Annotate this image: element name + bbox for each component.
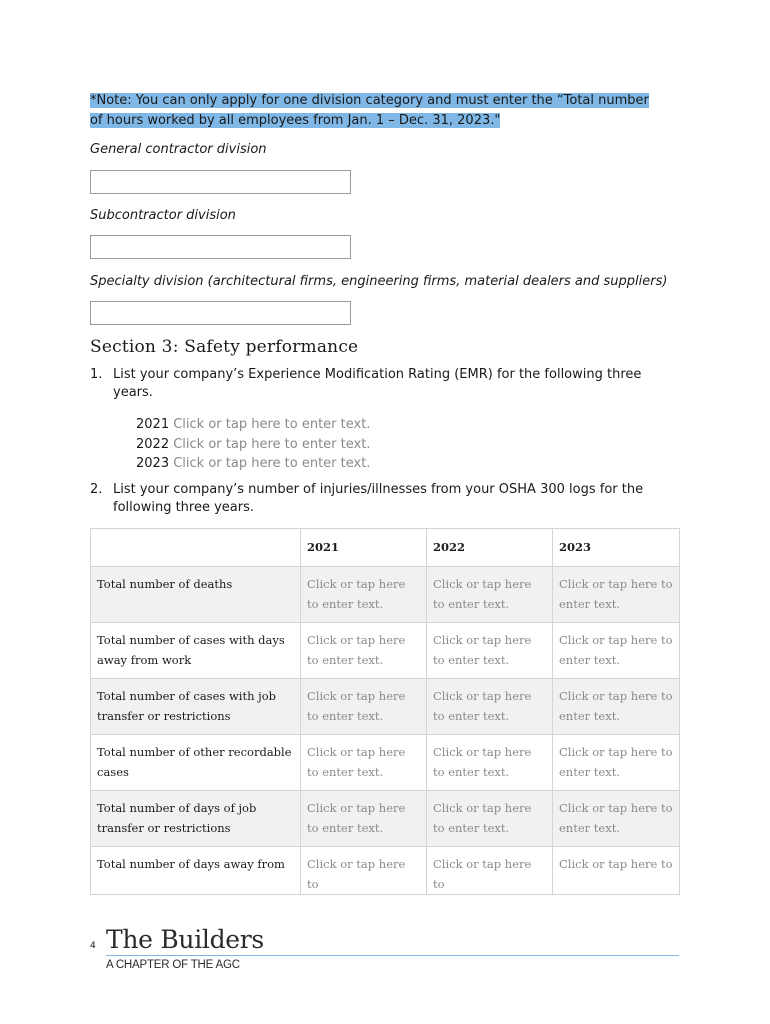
row-label: Total number of cases with job transfer or restrictions (91, 679, 301, 735)
cell-input[interactable]: Click or tap here to enter text. (301, 623, 427, 679)
emr-row-2021 (136, 415, 370, 435)
footer-rule (106, 955, 679, 956)
emr-row-2022 (136, 435, 370, 455)
cell-input[interactable]: Click or tap here to enter text. (301, 679, 427, 735)
cell-input[interactable]: Click or tap here to enter text. (553, 735, 680, 791)
cell-input[interactable]: Click or tap here to enter text. (301, 791, 427, 847)
emr-input-2022[interactable]: Click or tap here to enter text. (173, 436, 371, 452)
question-2-number: 2. (90, 482, 103, 497)
table-header-2023: 2023 (553, 529, 680, 567)
row-label: Total number of other recordable cases (91, 735, 301, 791)
table-row (91, 735, 680, 791)
cell-input[interactable]: Click or tap here to enter text. (553, 679, 680, 735)
cell-input[interactable]: Click or tap here to enter text. (427, 679, 553, 735)
cell-input[interactable]: Click or tap here to enter text. (427, 623, 553, 679)
cell-input[interactable]: Click or tap here to (301, 847, 427, 895)
question-2-text: List your company’s number of injuries/illnesses from your OSHA 300 logs for the following three years. (113, 482, 644, 515)
cell-input[interactable]: Click or tap here to enter text. (553, 623, 680, 679)
table-row (91, 567, 680, 623)
row-label: Total number of cases with days away from work (91, 623, 301, 679)
section-3-heading: Section 3: Safety performance (90, 337, 359, 357)
cell-input[interactable]: Click or tap here to enter text. (301, 735, 427, 791)
emr-input-2023[interactable]: Click or tap here to enter text. (173, 456, 371, 471)
emr-year: 2022 (136, 436, 170, 452)
subcontractor-field[interactable] (90, 235, 351, 259)
question-1-number: 1. (90, 367, 103, 382)
table-row (91, 791, 680, 847)
page-number: 4 (90, 941, 96, 951)
table-header-blank (91, 529, 301, 567)
subcontractor-label: Subcontractor division (90, 208, 236, 223)
specialty-field[interactable] (90, 301, 351, 325)
table-row (91, 623, 680, 679)
row-label: Total number of days away from (91, 847, 301, 895)
cell-input[interactable]: Click or tap here to enter text. (427, 791, 553, 847)
general-contractor-field[interactable] (90, 170, 351, 194)
division-note (90, 91, 680, 131)
osha-table (90, 528, 680, 895)
row-label: Total number of deaths (91, 567, 301, 623)
emr-year: 2023 (136, 456, 170, 471)
table-row (91, 847, 680, 895)
table-header-2022: 2022 (427, 529, 553, 567)
cell-input[interactable]: Click or tap here to enter text. (553, 791, 680, 847)
table-row (91, 679, 680, 735)
cell-input[interactable]: Click or tap here to enter text. (301, 567, 427, 623)
question-1 (90, 366, 670, 402)
emr-list (136, 415, 370, 474)
emr-input-2021[interactable]: Click or tap here to enter text. (173, 417, 371, 432)
table-header-row (91, 529, 680, 567)
note-line-1: *Note: You can only apply for one division category and must enter the “Total number (90, 93, 649, 108)
builders-logo-subtitle: A CHAPTER OF THE AGC (106, 959, 240, 971)
cell-input[interactable]: Click or tap here to enter text. (553, 567, 680, 623)
cell-input[interactable]: Click or tap here to enter text. (427, 735, 553, 791)
note-line-2: of hours worked by all employees from Jan. 1 – Dec. 31, 2023." (90, 113, 501, 128)
builders-logo: The Builders (106, 925, 264, 954)
cell-input[interactable]: Click or tap here to (427, 847, 553, 895)
cell-input[interactable]: Click or tap here to (553, 847, 680, 895)
row-label: Total number of days of job transfer or restrictions (91, 791, 301, 847)
specialty-label: Specialty division (architectural firms, engineering firms, material dealers and suppliers) (90, 274, 668, 289)
emr-year: 2021 (136, 417, 170, 432)
emr-row-2023 (136, 454, 370, 474)
table-header-2021: 2021 (301, 529, 427, 567)
general-contractor-label: General contractor division (90, 142, 267, 157)
question-2 (90, 481, 670, 517)
cell-input[interactable]: Click or tap here to enter text. (427, 567, 553, 623)
question-1-text: List your company’s Experience Modification Rating (EMR) for the following three years. (113, 367, 642, 400)
